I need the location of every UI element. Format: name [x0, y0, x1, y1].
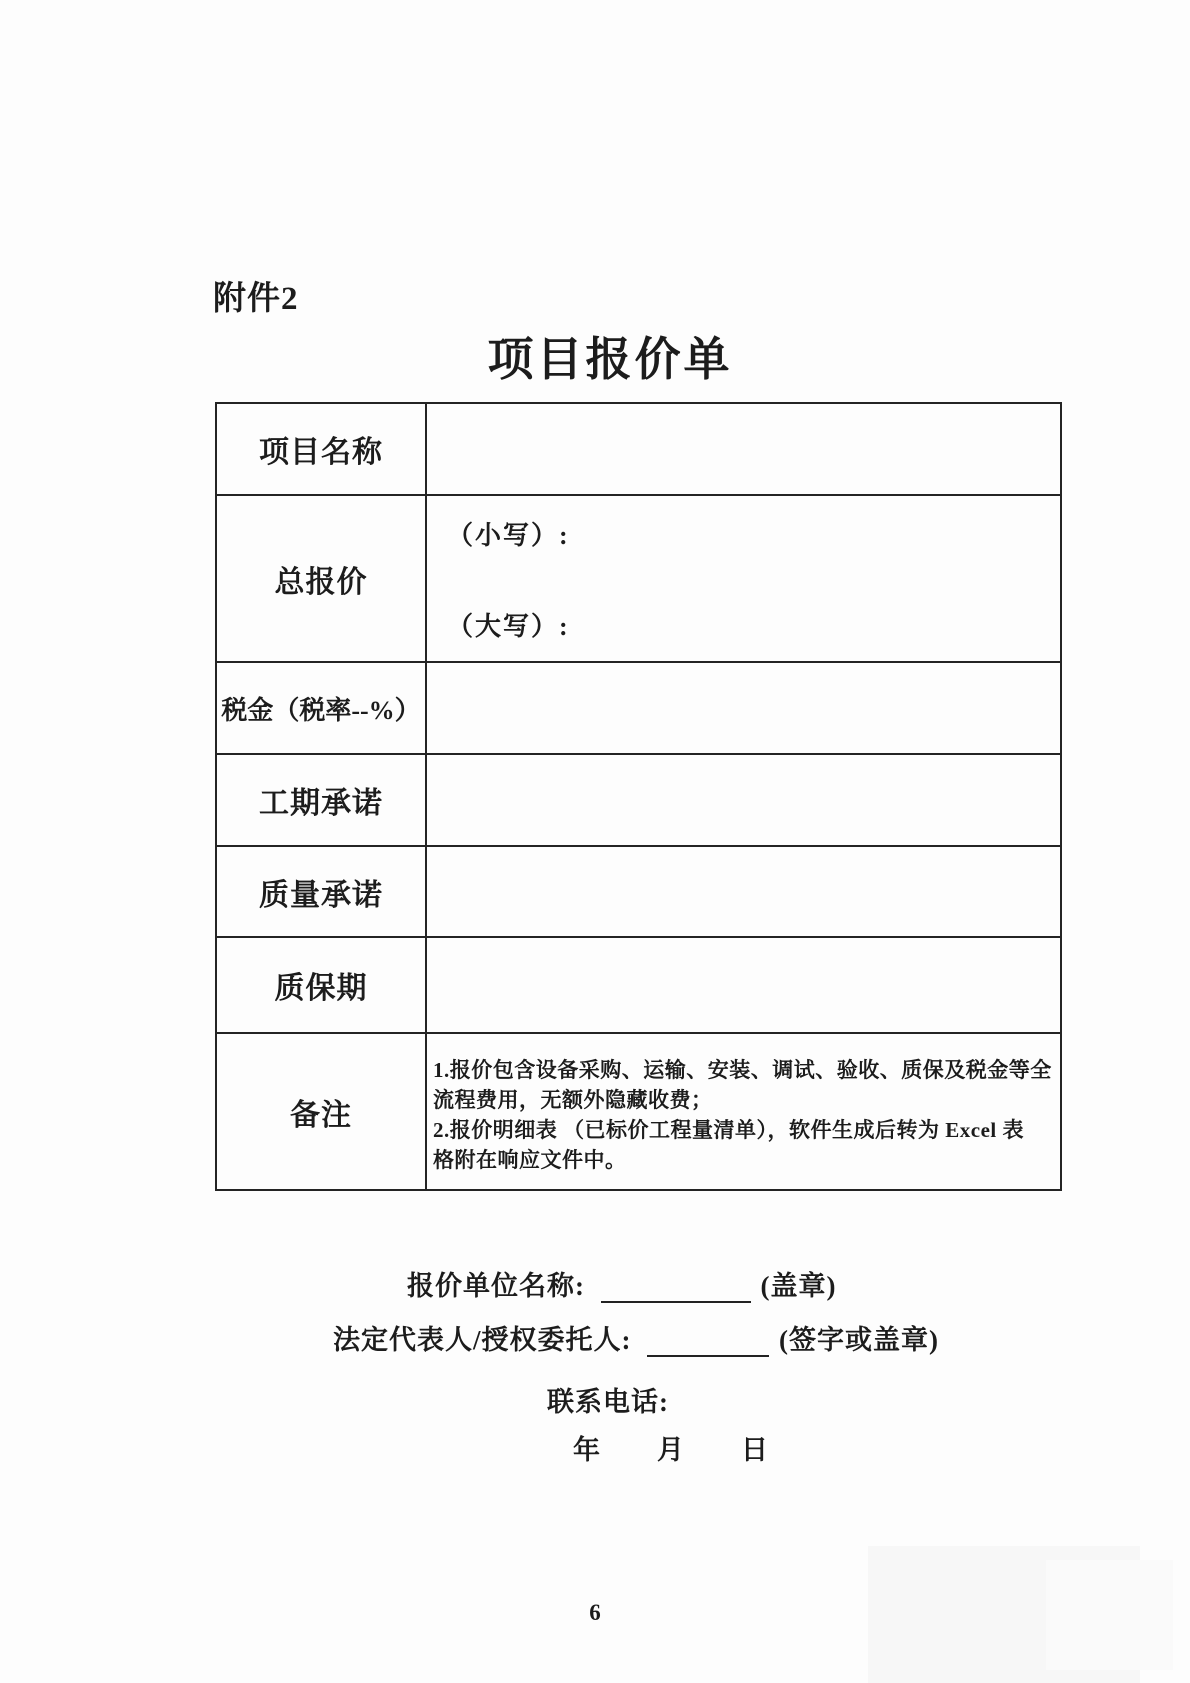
table-row-total-price: [216, 495, 1061, 662]
date-line: [573, 1428, 769, 1467]
legal-rep-label: 法定代表人/授权委托人:: [333, 1325, 632, 1355]
date-year-label: 年: [573, 1435, 601, 1465]
value-remarks: [426, 1033, 1061, 1190]
remarks-line: 2.报价明细表 （已标价工程量清单），软件生成后转为 Excel 表: [433, 1117, 1024, 1142]
company-blank-line: [601, 1273, 751, 1303]
total-price-uppercase: （大写）:: [447, 611, 570, 641]
legal-rep-seal-suffix: (签字或盖章): [779, 1325, 939, 1355]
total-price-lowercase: （小写）:: [447, 520, 570, 550]
page-title: 项目报价单: [487, 334, 733, 385]
remarks-line: 1.报价包含设备采购、运输、安装、调试、验收、质保及税金等全: [433, 1057, 1052, 1082]
table-row-schedule-commitment: [216, 754, 1061, 846]
table-row-project-name: [216, 403, 1061, 495]
company-signature-line: [407, 1264, 836, 1303]
legal-rep-signature-line: [333, 1318, 939, 1357]
value-tax: [426, 662, 1061, 754]
quotation-table: [215, 402, 1062, 1191]
label-project-name: 项目名称: [216, 403, 426, 495]
value-schedule-commitment: [426, 754, 1061, 846]
value-total-price: [426, 495, 1061, 662]
table-row-quality-commitment: [216, 846, 1061, 937]
phone-line: [547, 1380, 669, 1419]
attachment-label: 附件2: [213, 281, 299, 317]
label-quality-commitment: 质量承诺: [216, 846, 426, 937]
label-total-price: 总报价: [216, 495, 426, 662]
phone-label: 联系电话:: [547, 1387, 669, 1417]
table-row-tax: [216, 662, 1061, 754]
value-project-name: [426, 403, 1061, 495]
label-schedule-commitment: 工期承诺: [216, 754, 426, 846]
date-day-label: 日: [741, 1435, 769, 1465]
date-month-label: 月: [657, 1435, 685, 1465]
table-row-remarks: [216, 1033, 1061, 1190]
label-remarks: 备注: [216, 1033, 426, 1190]
page-number: 6: [589, 1600, 601, 1625]
label-warranty-period: 质保期: [216, 937, 426, 1033]
value-quality-commitment: [426, 846, 1061, 937]
company-seal-suffix: (盖章): [760, 1271, 837, 1301]
table-row-warranty-period: [216, 937, 1061, 1033]
legal-rep-blank-line: [647, 1327, 769, 1357]
value-warranty-period: [426, 937, 1061, 1033]
company-label: 报价单位名称:: [407, 1271, 585, 1301]
label-tax: 税金（税率--%）: [216, 662, 426, 754]
remarks-line: 流程费用，无额外隐藏收费；: [433, 1087, 713, 1112]
remarks-line: 格附在响应文件中。: [433, 1147, 627, 1172]
